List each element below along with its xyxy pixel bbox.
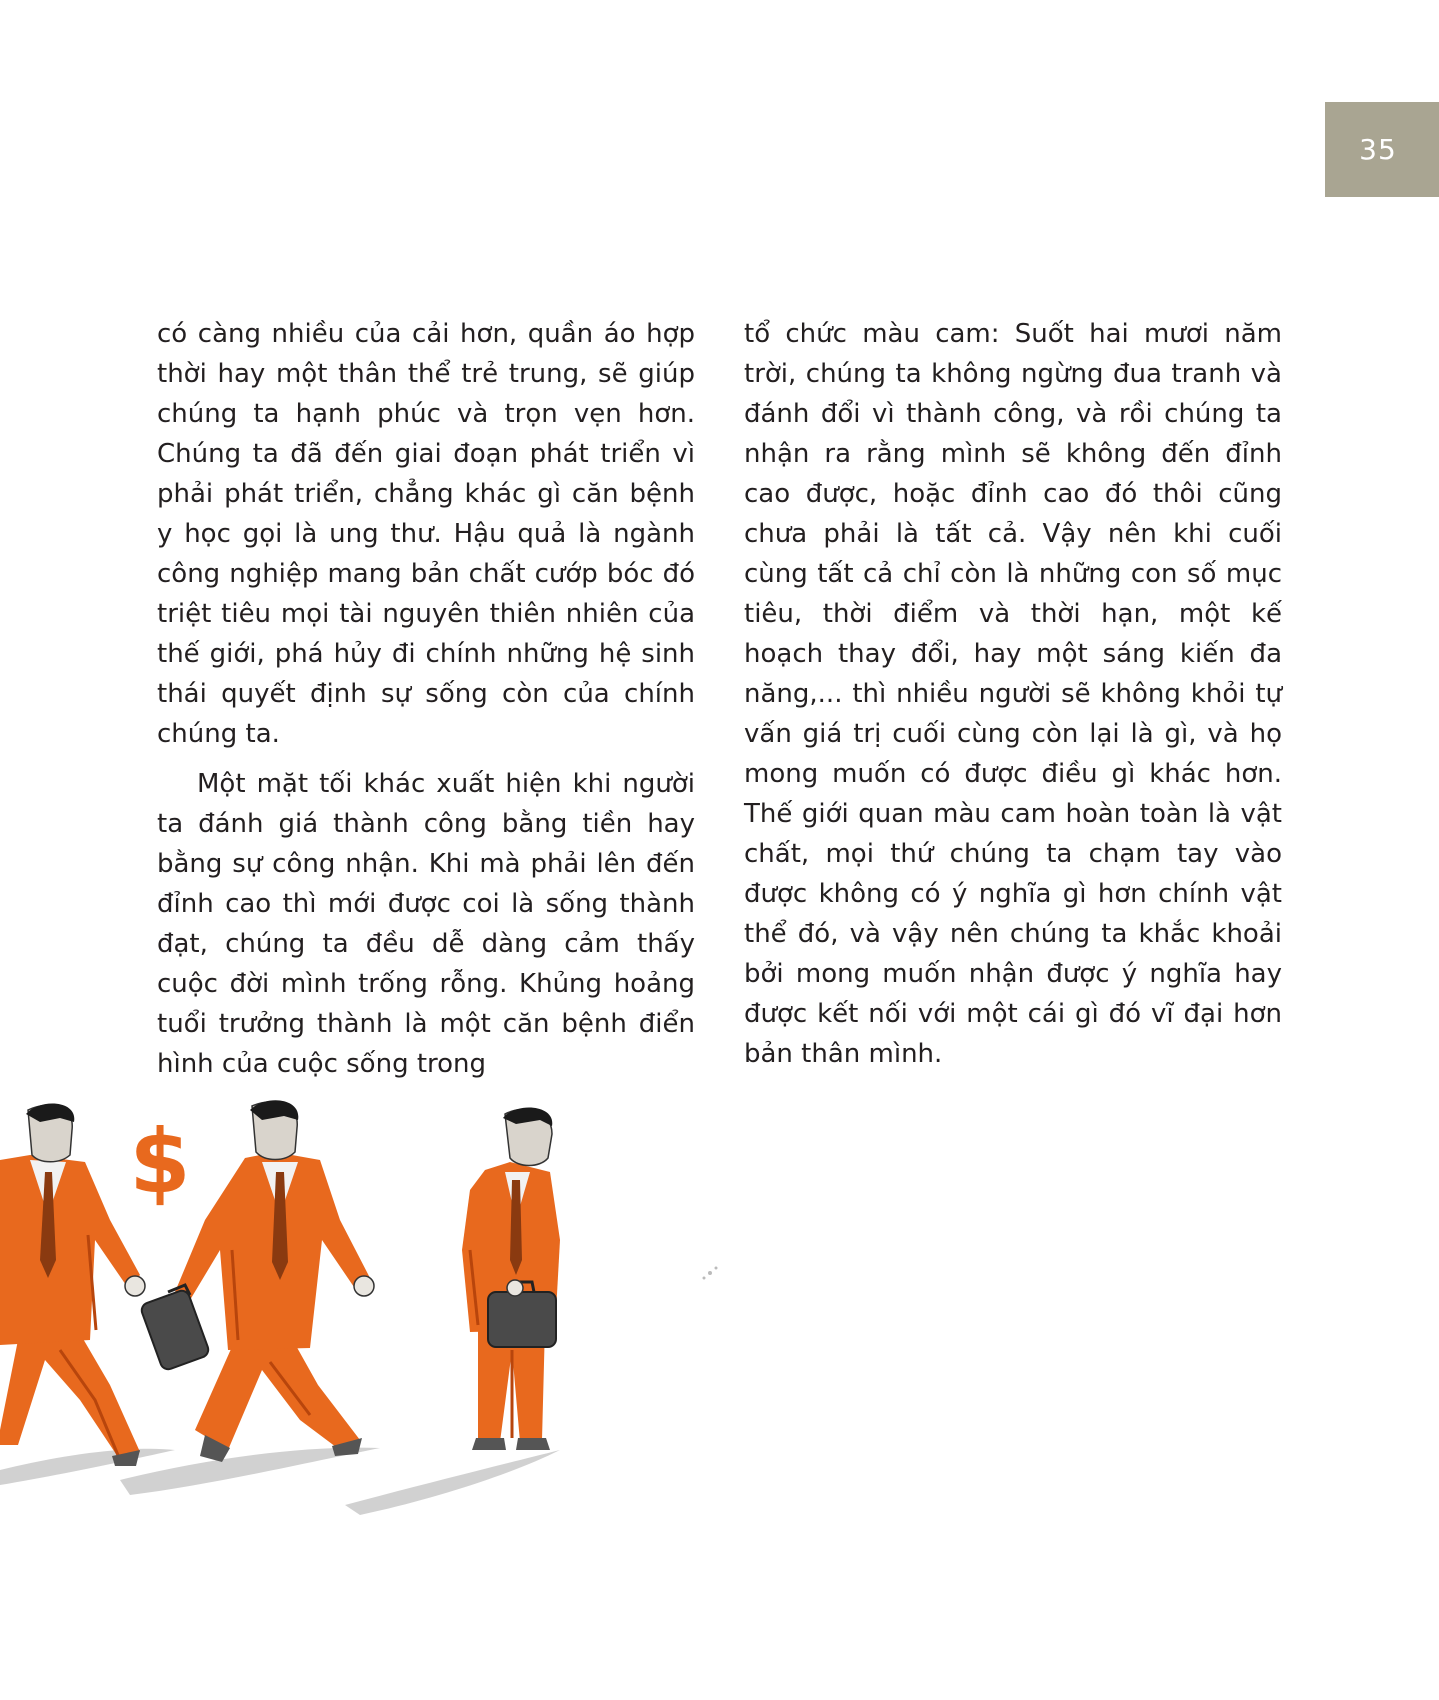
left-text-column xyxy=(157,314,695,1084)
right-text-column xyxy=(744,314,1282,1074)
businessmen-illustration xyxy=(0,1100,720,1530)
right-paragraph-1: tổ chức màu cam: Suốt hai mươi năm trời, chúng ta không ngừng đua tranh và đánh đổi vì thành công, và rồi chúng ta nhận ra rằng mình sẽ không đến đỉnh cao được, hoặc đỉnh cao đó thôi cũng chưa phải là tất cả. Vậy nên khi cuối cùng tất cả chỉ còn là những con số mục tiêu, thời điểm và thời hạn, một kế hoạch thay đổi, hay một sáng kiến đa năng,... thì nhiều người sẽ không khỏi tự vấn giá trị cuối cùng còn lại là gì, và họ mong muốn có được điều gì khác hơn. Thế giới quan màu cam hoàn toàn là vật chất, mọi thứ chúng ta chạm tay vào được không có ý nghĩa gì hơn chính vật thể đó, và vậy nên chúng ta khắc khoải bởi mong muốn nhận được ý nghĩa hay được kết nối với một cái gì đó vĩ đại hơn bản thân mình. xyxy=(744,319,1282,1069)
briefcase-icon xyxy=(140,1285,211,1371)
dollar-sign-icon: $ xyxy=(129,1110,191,1213)
floor-shadows xyxy=(0,1448,560,1515)
ink-specks xyxy=(703,1267,718,1280)
left-paragraph-1: có càng nhiều của cải hơn, quần áo hợp thời hay một thân thể trẻ trung, sẽ giúp chúng ta hạnh phúc và trọn vẹn hơn. Chúng ta đã đến giai đoạn phát triển vì phải phát triển, chẳng khác gì căn bệnh y học gọi là ung thư. Hậu quả là ngành công nghiệp mang bản chất cướp bóc đó triệt tiêu mọi tài nguyên thiên nhiên của thế giới, phá hủy đi chính những hệ sinh thái quyết định sự sống còn của chính chúng ta. xyxy=(157,319,695,749)
left-paragraph-2: Một mặt tối khác xuất hiện khi người ta đánh giá thành công bằng tiền hay bằng sự công nhận. Khi mà phải lên đến đỉnh cao thì mới được coi là sống thành đạt, chúng ta đều dễ dàng cảm thấy cuộc đời mình trống rỗng. Khủng hoảng tuổi trưởng thành là một căn bệnh điển hình của cuộc sống trong xyxy=(157,769,695,1079)
page-number-tab xyxy=(1325,102,1439,197)
page-number: 35 xyxy=(1359,133,1397,166)
slumped-businessman xyxy=(462,1108,560,1450)
walking-businessman-1 xyxy=(0,1104,145,1466)
